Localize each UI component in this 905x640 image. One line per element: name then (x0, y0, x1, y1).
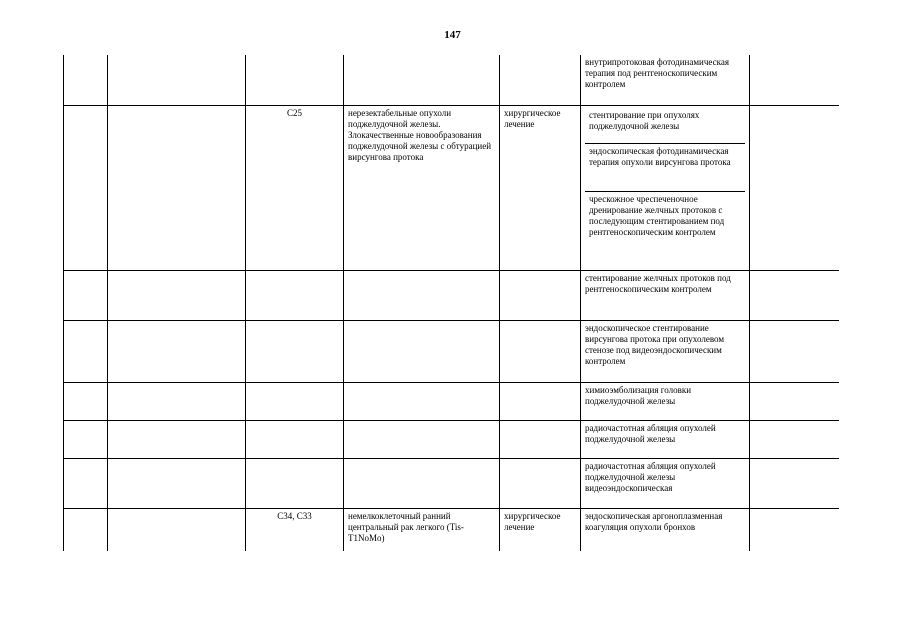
icd-code-cell (246, 320, 344, 382)
row-number-cell (64, 420, 108, 458)
row-number-cell (64, 508, 108, 551)
table-row (64, 508, 840, 551)
diagnosis-cell (344, 270, 500, 320)
icd-code-cell (246, 270, 344, 320)
method-item: стентирование при опухолях поджелудочной железы (585, 108, 745, 144)
icd-code-cell (246, 55, 344, 105)
procedures-table-wrapper (63, 55, 839, 551)
method-item: чрескожное чреспеченочное дренирование желчных протоков с последующим стентированием под рентгеноскопическим контролем (589, 193, 725, 237)
table-row (64, 105, 840, 270)
row-number-cell (64, 55, 108, 105)
group-name-cell (108, 105, 246, 270)
diagnosis-cell (344, 458, 500, 508)
method-cell: эндоскопическая аргоноплазменная коагуляция опухоли бронхов (581, 508, 750, 551)
icd-code-cell: C34, C33 (246, 508, 344, 551)
icd-code-cell (246, 458, 344, 508)
treatment-type-cell (500, 420, 581, 458)
method-cell: эндоскопическое стентирование вирсунгова протока при опухолевом стенозе под видеоэндоскопическим контролем (581, 320, 750, 382)
icd-code-cell (246, 382, 344, 420)
method-item: эндоскопическая фотодинамическая терапия опухоли вирсунгова протока (585, 144, 745, 192)
icd-code-cell: C25 (246, 105, 344, 270)
treatment-type-cell: хирургическое лечение (500, 105, 581, 270)
treatment-type-cell (500, 55, 581, 105)
diagnosis-cell (344, 320, 500, 382)
table-row (64, 458, 840, 508)
group-name-cell (108, 458, 246, 508)
page-number: 147 (444, 29, 461, 41)
diagnosis-cell (344, 420, 500, 458)
norm-cell (750, 55, 840, 105)
diagnosis-cell (344, 55, 500, 105)
table-row (64, 320, 840, 382)
group-name-cell (108, 270, 246, 320)
group-name-cell (108, 420, 246, 458)
norm-cell (750, 320, 840, 382)
table-row (64, 382, 840, 420)
norm-cell (750, 458, 840, 508)
treatment-type-cell: хирургическое лечение (500, 508, 581, 551)
method-cell: радиочастотная абляция опухолей поджелудочной железы видеоэндоскопическая (581, 458, 750, 508)
row-number-cell (64, 458, 108, 508)
table-row (64, 270, 840, 320)
group-name-cell (108, 320, 246, 382)
norm-cell (750, 508, 840, 551)
row-number-cell (64, 105, 108, 270)
treatment-type-cell (500, 382, 581, 420)
method-cell: стентирование желчных протоков под рентгеноскопическим контролем (581, 270, 750, 320)
icd-code-cell (246, 420, 344, 458)
method-group-cell (581, 105, 750, 270)
group-name-cell (108, 508, 246, 551)
table-row (64, 420, 840, 458)
method-cell: внутрипротоковая фотодинамическая терапия под рентгеноскопическим контролем (581, 55, 750, 105)
row-number-cell (64, 270, 108, 320)
row-number-cell (64, 320, 108, 382)
table-row (64, 55, 840, 105)
norm-cell (750, 420, 840, 458)
diagnosis-cell (344, 382, 500, 420)
diagnosis-cell: нерезектабельные опухоли поджелудочной железы. Злокачественные новообразования поджелудочной железы с обтурацией вирсунгова протока (344, 105, 500, 270)
method-cell: радиочастотная абляция опухолей поджелудочной железы (581, 420, 750, 458)
treatment-type-cell (500, 458, 581, 508)
group-name-cell (108, 55, 246, 105)
method-cell: химиоэмболизация головки поджелудочной железы (581, 382, 750, 420)
norm-cell (750, 382, 840, 420)
treatment-type-cell (500, 270, 581, 320)
treatment-type-cell (500, 320, 581, 382)
row-number-cell (64, 382, 108, 420)
norm-cell (750, 105, 840, 270)
norm-cell (750, 270, 840, 320)
group-name-cell (108, 382, 246, 420)
procedures-table (63, 55, 839, 551)
diagnosis-cell: немелкоклеточный ранний центральный рак легкого (Tis-T1NoMo) (344, 508, 500, 551)
